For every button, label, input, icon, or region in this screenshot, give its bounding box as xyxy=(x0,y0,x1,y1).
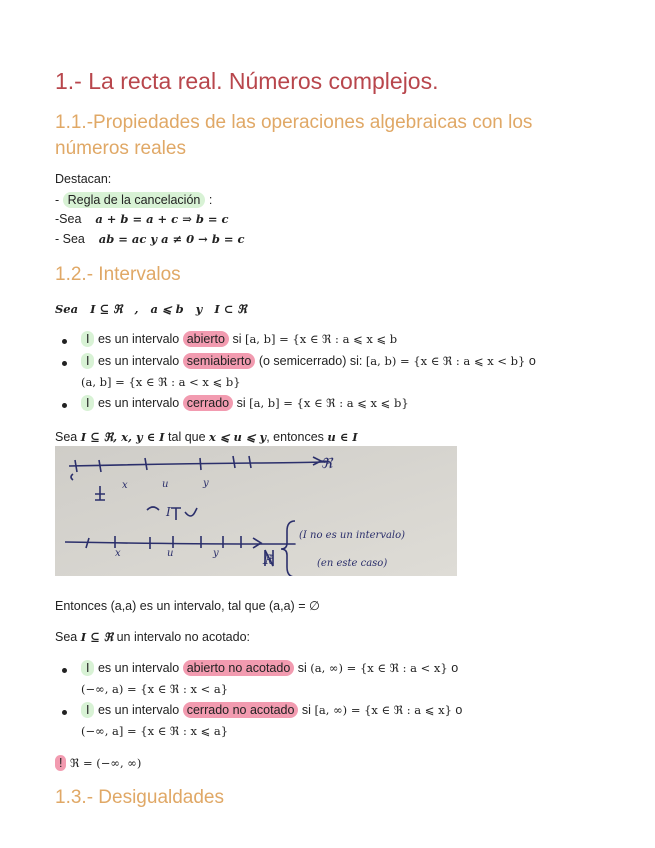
bullet-pre: si xyxy=(228,332,245,346)
sea-i-mid2: , entonces xyxy=(266,430,328,444)
bullet-pre: (o semicerrado) si: xyxy=(255,354,366,368)
bullet-math: [a, b] = {x ∈ ℜ : a ⩽ x ⩽ b xyxy=(244,332,398,346)
sea2-math: ab = ac y a ≠ 0 → b = c xyxy=(98,232,245,246)
bullet-dot xyxy=(62,403,67,408)
sea-noacot-suffix: un intervalo no acotado: xyxy=(113,630,251,644)
regla-highlight: Regla de la cancelación xyxy=(63,192,206,208)
section-heading-1-1-line2: números reales xyxy=(55,138,186,159)
bullet-math: [a, ∞) = {x ∈ ℜ : a ⩽ x} xyxy=(314,703,452,717)
destacan-text: Destacan: xyxy=(55,172,112,186)
interval-i: I xyxy=(81,331,94,347)
section-heading-1-2: 1.2.- Intervalos xyxy=(55,264,181,285)
bullet-math: [a, b] = {x ∈ ℜ : a ⩽ x ⩽ b} xyxy=(249,396,409,410)
section-heading-1-1 xyxy=(55,110,532,162)
bullet-math-cont: (−∞, a) = {x ∈ ℜ : x < a} xyxy=(81,682,229,696)
bullet-pre: si xyxy=(233,396,250,410)
sea-condition xyxy=(55,302,247,316)
bullet-pre: si xyxy=(294,661,311,675)
photo-label-y-bottom: y xyxy=(213,548,219,559)
bullet-dot xyxy=(62,339,67,344)
bullet-text: es un intervalo xyxy=(94,332,183,346)
sea-noacot-line xyxy=(55,630,250,644)
sea-i-math2: x ⩽ u ⩽ y xyxy=(209,430,267,444)
bullet-math-cont: (a, b] = {x ∈ ℜ : a < x ⩽ b} xyxy=(81,375,241,389)
interval-i: I xyxy=(81,702,94,718)
bullet-text: es un intervalo xyxy=(94,354,183,368)
bullet-dot xyxy=(62,668,67,673)
handwritten-sketch xyxy=(55,446,457,576)
sea1-math: a + b = a + c ⇒ b = c xyxy=(95,212,229,226)
section-heading-1-3: 1.3.- Desigualdades xyxy=(55,787,224,808)
bullet-tail: o xyxy=(451,703,463,717)
photo-label-i-mid: I xyxy=(166,505,171,519)
sea1-prefix: -Sea xyxy=(55,212,82,226)
sea-line-2 xyxy=(55,232,245,246)
bullet-text: es un intervalo xyxy=(94,396,183,410)
bullet-math: [a, b) = {x ∈ ℜ : a ⩽ x < b} xyxy=(365,354,526,368)
sea-noacot-prefix: Sea xyxy=(55,630,81,644)
bullet-abierto-no-acotado-cont xyxy=(81,682,228,696)
bullet-math-cont: (−∞, a] = {x ∈ ℜ : x ⩽ a} xyxy=(81,724,229,738)
sea-condition-math: Sea I ⊆ ℜ , a ⩽ b y I ⊂ ℜ xyxy=(55,302,247,316)
regla-prefix: - xyxy=(55,193,63,207)
photo-label-r-bottom: ℝ xyxy=(262,553,273,568)
bullet-text: es un intervalo xyxy=(94,661,183,675)
tag-abierto: abierto xyxy=(183,331,229,347)
bullet-tail: o xyxy=(447,661,459,675)
sea-i-math3: u ∈ I xyxy=(327,430,358,444)
photo-label-x-bottom: x xyxy=(115,548,121,559)
bullet-semiabierto xyxy=(81,354,536,368)
tag-abierto-no-acotado: abierto no acotado xyxy=(183,660,295,676)
bullet-cerrado-no-acotado xyxy=(81,703,462,717)
photo-note-2: (en este caso) xyxy=(317,558,388,569)
bullet-abierto-no-acotado xyxy=(81,661,458,675)
tag-semiabierto: semiabierto xyxy=(183,353,256,369)
bullet-semiabierto-cont xyxy=(81,375,241,389)
photo-label-u-bottom: u xyxy=(167,548,174,559)
sea-i-mid: tal que xyxy=(164,430,210,444)
regla-suffix: : xyxy=(205,193,213,207)
photo-label-r-top: ℜ xyxy=(321,456,333,472)
sea-i-prefix: Sea xyxy=(55,430,81,444)
sea-noacot-math: I ⊆ ℜ xyxy=(80,630,114,644)
r-equation-line xyxy=(55,756,141,770)
sea-line-1 xyxy=(55,212,229,226)
sea2-prefix: - Sea xyxy=(55,232,85,246)
interval-i: I xyxy=(81,660,94,676)
tag-cerrado: cerrado xyxy=(183,395,233,411)
exclamation-highlight: ! xyxy=(55,755,66,771)
sea-i-line xyxy=(55,430,358,444)
handwritten-note-photo xyxy=(55,446,457,576)
bullet-dot xyxy=(62,361,67,366)
photo-label-y-top: y xyxy=(203,478,209,489)
regla-line xyxy=(55,193,212,207)
bullet-text: es un intervalo xyxy=(94,703,183,717)
tag-cerrado-no-acotado: cerrado no acotado xyxy=(183,702,299,718)
entonces-line: Entonces (a,a) es un intervalo, tal que (a,a) = ∅ xyxy=(55,599,320,613)
photo-label-u-top: u xyxy=(162,479,169,490)
bullet-abierto xyxy=(81,332,397,346)
r-equation: ℜ = (−∞, ∞) xyxy=(69,756,142,770)
bullet-cerrado xyxy=(81,396,409,410)
sea-i-math1: I ⊆ ℜ, x, y ∈ I xyxy=(80,430,165,444)
bullet-dot xyxy=(62,710,67,715)
bullet-math: (a, ∞) = {x ∈ ℜ : a < x} xyxy=(310,661,448,675)
interval-i: I xyxy=(81,353,94,369)
section-heading-1-1-line1: 1.1.-Propiedades de las operaciones algebraicas con los xyxy=(55,112,533,133)
bullet-tail: o xyxy=(525,354,536,368)
bullet-pre: si xyxy=(298,703,315,717)
photo-label-x-top: x xyxy=(122,480,128,491)
photo-note-1: (I no es un intervalo) xyxy=(299,530,406,541)
page-title: 1.- La recta real. Números complejos. xyxy=(55,68,439,94)
interval-i: I xyxy=(81,395,94,411)
bullet-cerrado-no-acotado-cont xyxy=(81,724,228,738)
